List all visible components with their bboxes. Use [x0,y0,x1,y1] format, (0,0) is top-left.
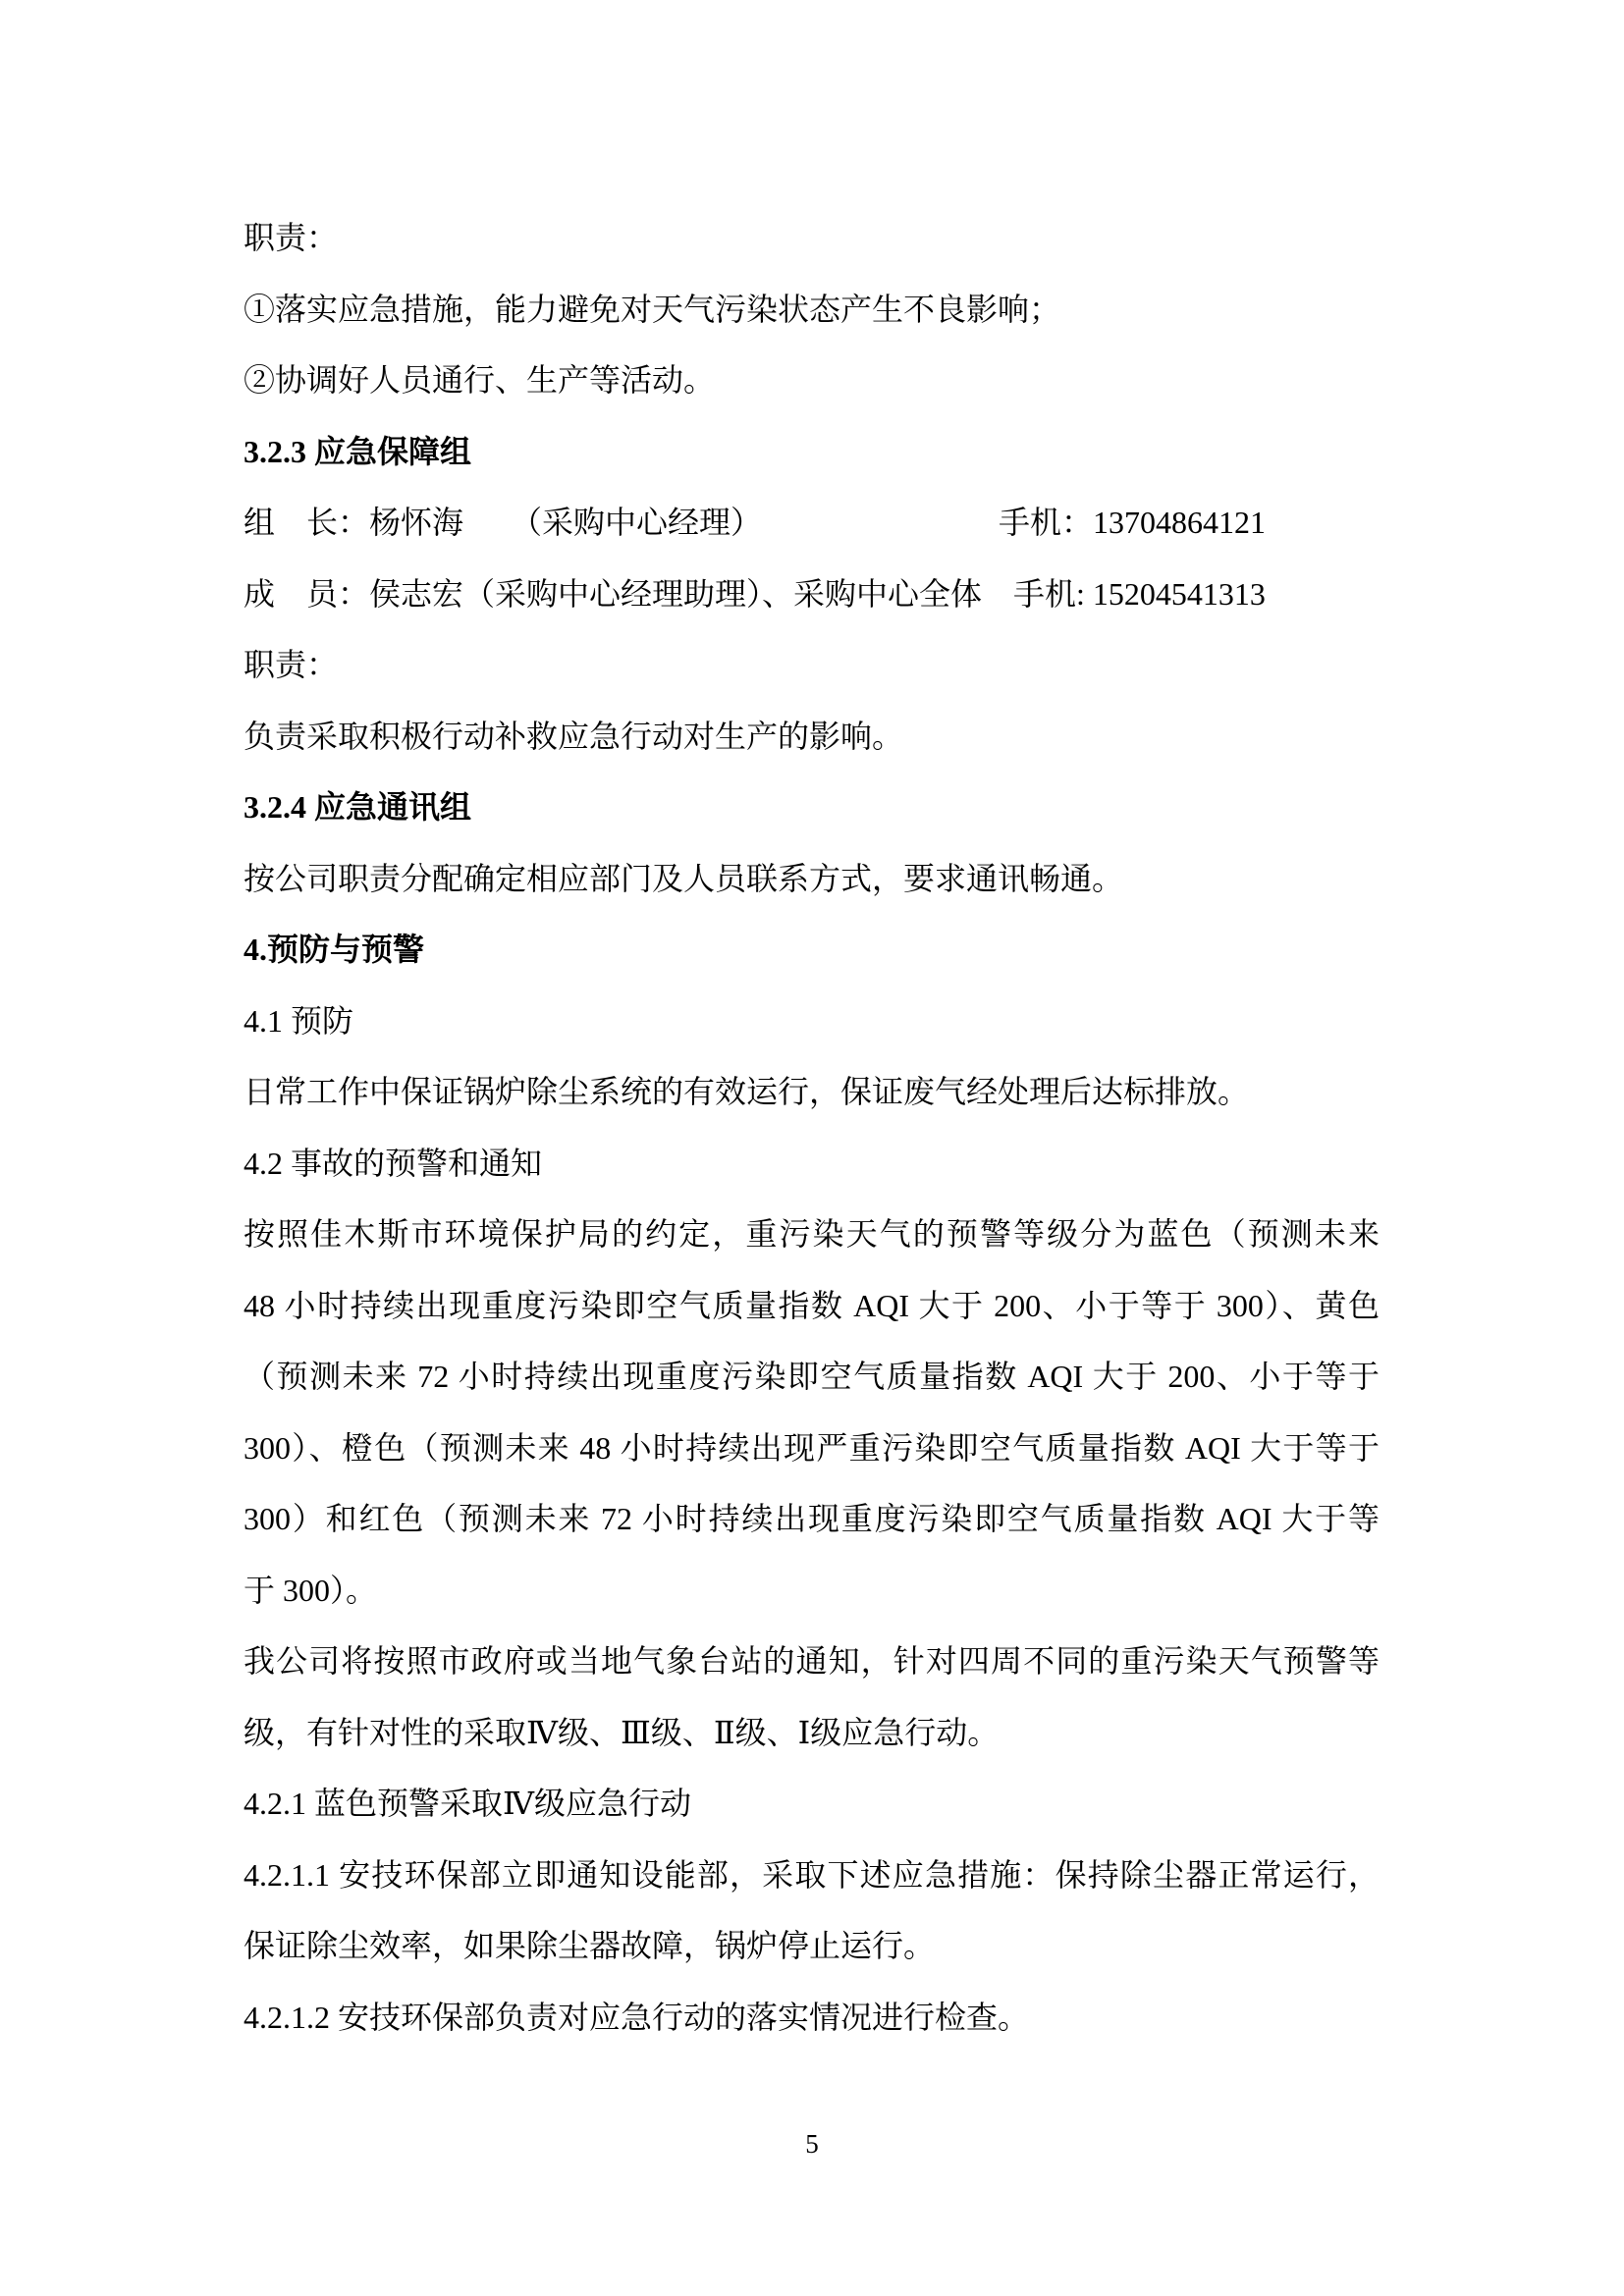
text-line: ①落实应急措施，能力避免对天气污染状态产生不良影响； [244,291,1061,327]
text-line: 级，有针对性的采取Ⅳ级、Ⅲ级、Ⅱ级、Ⅰ级应急行动。 [244,1714,1000,1750]
text-line: 4.2 事故的预警和通知 [244,1145,543,1181]
text-line: 我公司将按照市政府或当地气象台站的通知，针对四周不同的重污染天气预警等 [244,1643,1380,1679]
text-line: 职责： [244,220,339,255]
line-text-right: 手机：13704864121 [999,505,1267,540]
text-line: 4.2.1.1 安技环保部立即通知设能部，采取下述应急措施：保持除尘器正常运行， [244,1856,1380,1893]
page-number: 5 [805,2129,819,2159]
text-line: 于 300）。 [244,1572,378,1608]
text-line [244,487,1380,559]
text-line: 职责： [244,647,339,682]
text-line: ②协调好人员通行、生产等活动。 [244,362,716,398]
text-line: 300）和红色（预测未来 72 小时持续出现重度污染即空气质量指数 AQI 大于等 [244,1501,1380,1536]
text-line: 成 员：侯志宏（采购中心经理助理）、采购中心全体 手机: 15204541313 [244,575,1266,612]
document-body [244,202,1380,2053]
text-line: 4.2.1 蓝色预警采取Ⅳ级应急行动 [244,1786,691,1821]
line-text-left: 组 长：杨怀海 （采购中心经理） [244,505,763,540]
text-line: （预测未来 72 小时持续出现重度污染即空气质量指数 AQI 大于 200、小于等于 [244,1359,1380,1394]
text-line: 4.2.1.2 安技环保部负责对应急行动的落实情况进行检查。 [244,1999,1030,2035]
text-line: 48 小时持续出现重度污染即空气质量指数 AQI 大于 200、小于等于 300）、黄色 [244,1287,1380,1323]
text-line: 4.预防与预警 [244,932,425,967]
text-line: 保证除尘效率，如果除尘器故障，锅炉停止运行。 [244,1928,936,1963]
text-line: 负责采取积极行动补救应急行动对生产的影响。 [244,718,904,754]
text-line: 300）、橙色（预测未来 48 小时持续出现严重污染即空气质量指数 AQI 大于等于 [244,1429,1380,1466]
text-line: 按照佳木斯市环境保护局的约定，重污染天气的预警等级分为蓝色（预测未来 [244,1216,1380,1252]
text-line: 3.2.4 应急通讯组 [244,789,472,825]
text-line: 按公司职责分配确定相应部门及人员联系方式，要求通讯畅通。 [244,860,1124,896]
text-line: 3.2.3 应急保障组 [244,433,472,469]
text-line: 4.1 预防 [244,1002,354,1039]
text-line: 日常工作中保证锅炉除尘系统的有效运行，保证废气经处理后达标排放。 [244,1074,1250,1109]
